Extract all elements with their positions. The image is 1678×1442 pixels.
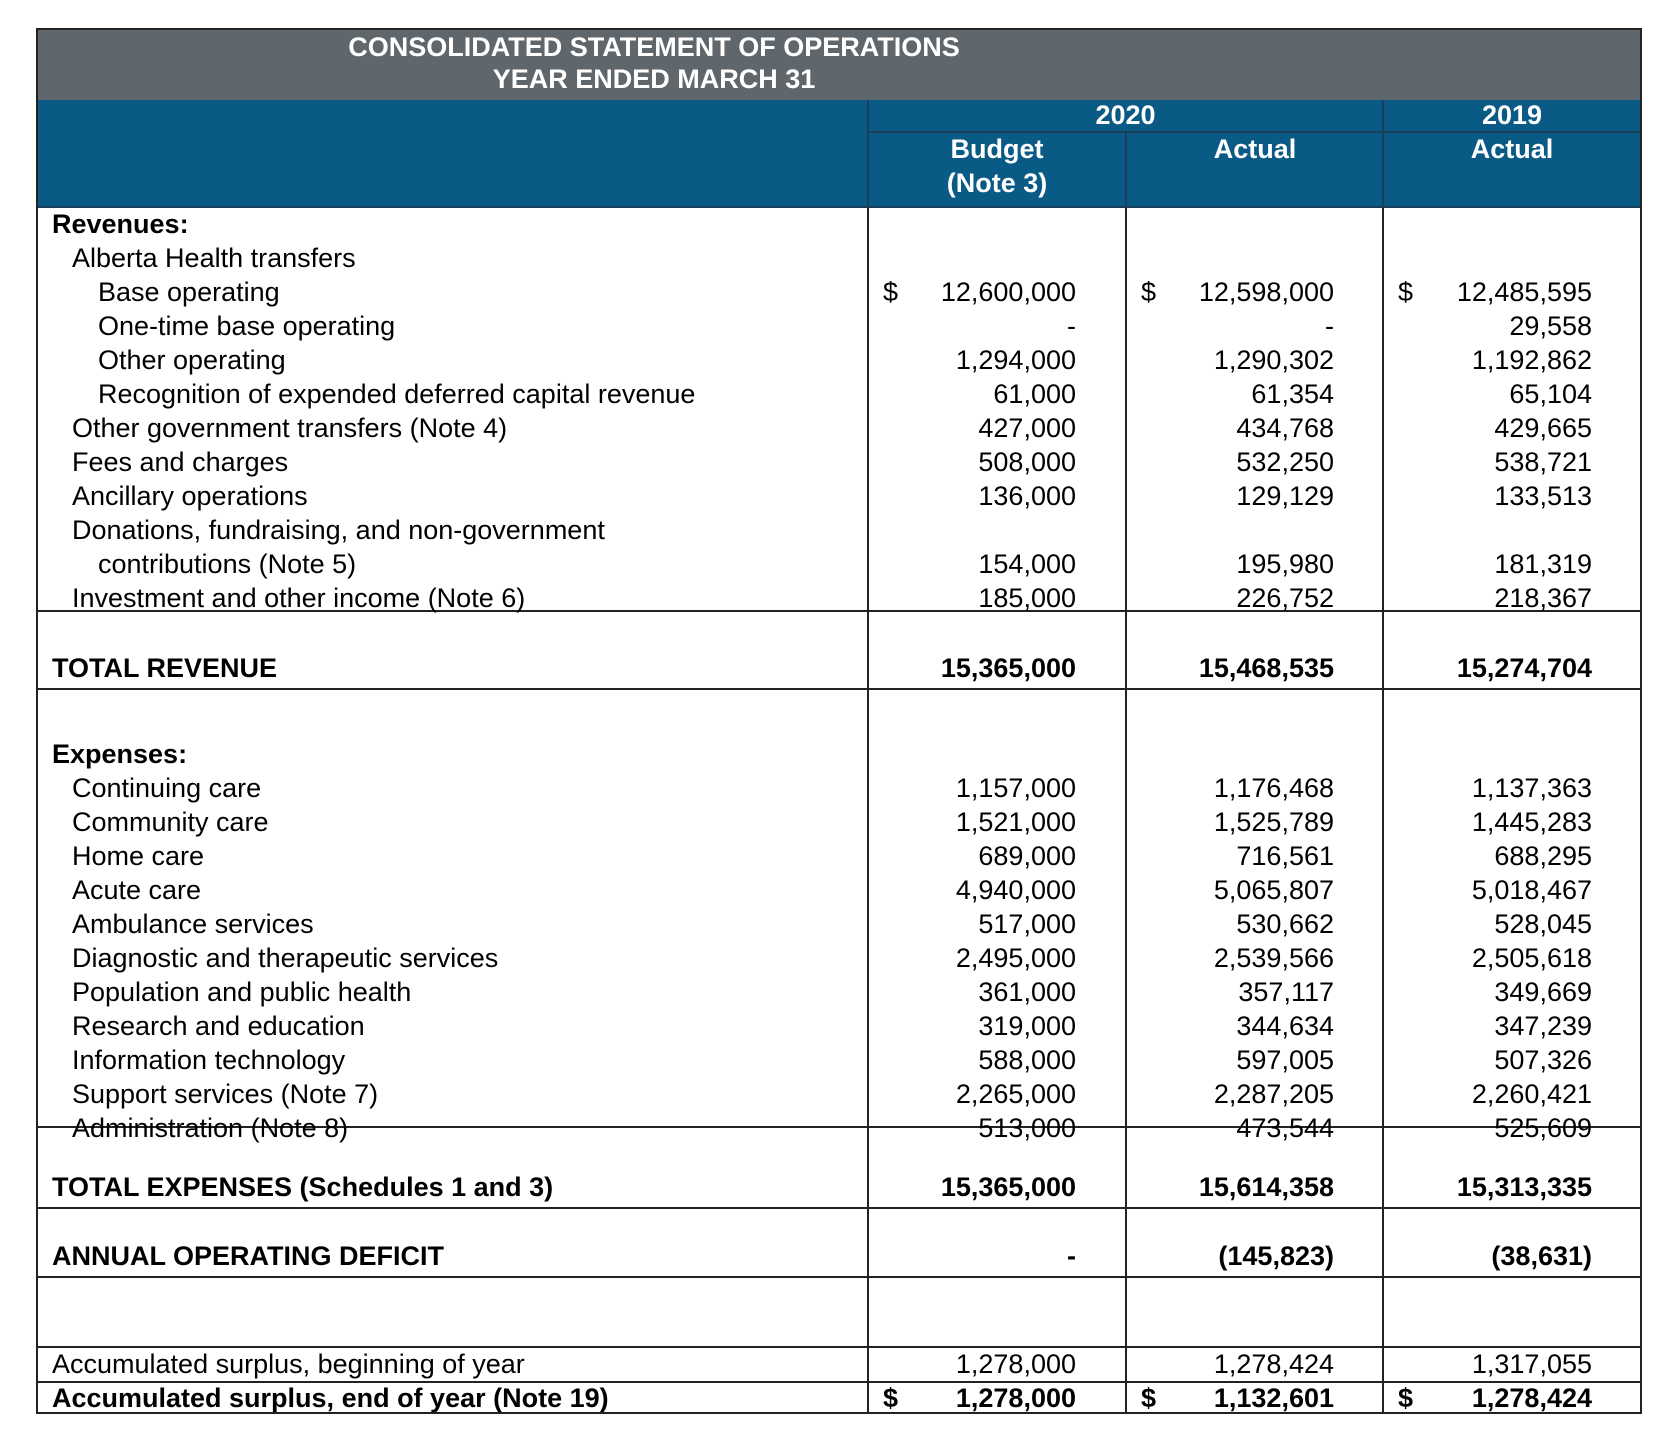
annual-deficit-actual-2020: (145,823)	[1218, 1241, 1334, 1271]
expense-actual-2019-value: 528,045	[1494, 909, 1592, 939]
currency-symbol: $	[1398, 1383, 1414, 1413]
revenue-actual-2019-value: 65,104	[1509, 379, 1592, 409]
expense-actual-2019-value: 507,326	[1494, 1045, 1592, 1075]
total-revenue-actual-2020: 15,468,535	[1198, 653, 1334, 683]
row-separator	[38, 688, 1640, 690]
expense-budget-value: 4,940,000	[955, 875, 1076, 905]
expense-actual-2020-value: 344,634	[1236, 1011, 1334, 1041]
revenue-budget-value: 427,000	[978, 413, 1076, 443]
revenue-row-label: Fees and charges	[72, 447, 289, 477]
year-2020-header: 2020	[1095, 100, 1156, 130]
currency-symbol: $	[883, 277, 899, 307]
expense-row-label: Acute care	[72, 875, 202, 905]
expense-budget-value: 361,000	[978, 977, 1076, 1007]
revenue-actual-2020-value: 12,598,000	[1198, 277, 1334, 307]
total-revenue-actual-2019: 15,274,704	[1456, 653, 1592, 683]
annual-deficit-label: ANNUAL OPERATING DEFICIT	[52, 1241, 445, 1271]
revenue-row-label: Other operating	[98, 345, 286, 375]
expense-budget-value: 1,521,000	[955, 807, 1076, 837]
accumulated-begin-label: Accumulated surplus, beginning of year	[52, 1349, 525, 1379]
expense-actual-2019-value: 2,260,421	[1471, 1079, 1592, 1109]
total-expenses-budget: 15,365,000	[940, 1172, 1076, 1202]
revenue-row-label-continued: contributions (Note 5)	[98, 549, 357, 579]
accumulated-begin-actual-2020: 1,278,424	[1213, 1349, 1334, 1379]
expense-row-label: Community care	[72, 807, 269, 837]
revenue-actual-2020-value: 129,129	[1236, 481, 1334, 511]
revenue-actual-2019-value: 133,513	[1494, 481, 1592, 511]
expense-actual-2020-value: 1,176,468	[1213, 773, 1334, 803]
expense-actual-2019-value: 349,669	[1494, 977, 1592, 1007]
column-header-band	[38, 100, 1640, 206]
accumulated-begin-budget: 1,278,000	[955, 1349, 1076, 1379]
expense-row-label: Research and education	[72, 1011, 365, 1041]
budget-header: Budget	[950, 134, 1044, 164]
statement-subtitle: YEAR ENDED MARCH 31	[492, 64, 816, 94]
revenue-row-label: Other government transfers (Note 4)	[72, 413, 508, 443]
expense-budget-value: 588,000	[978, 1045, 1076, 1075]
expense-actual-2020-value: 357,117	[1238, 977, 1334, 1007]
total-expenses-actual-2019: 15,313,335	[1456, 1172, 1592, 1202]
revenue-actual-2020-value: 226,752	[1236, 583, 1334, 613]
expense-row-label: Information technology	[72, 1045, 346, 1075]
alberta-health-heading: Alberta Health transfers	[72, 243, 356, 273]
column-divider	[1382, 208, 1384, 1414]
revenue-actual-2020-value: 195,980	[1236, 549, 1334, 579]
expense-row-label: Ambulance services	[72, 909, 314, 939]
revenue-row-label: Base operating	[98, 277, 280, 307]
revenues-heading: Revenues:	[52, 209, 189, 239]
currency-symbol: $	[1141, 1383, 1157, 1413]
revenue-row-label: Investment and other income (Note 6)	[72, 583, 526, 613]
expense-actual-2020-value: 2,539,566	[1213, 943, 1334, 973]
revenue-actual-2019-value: 218,367	[1494, 583, 1592, 613]
expense-budget-value: 2,495,000	[955, 943, 1076, 973]
expense-actual-2019-value: 525,609	[1494, 1113, 1592, 1143]
expense-actual-2020-value: 716,561	[1236, 841, 1334, 871]
expense-budget-value: 319,000	[978, 1011, 1076, 1041]
expense-actual-2019-value: 2,505,618	[1471, 943, 1592, 973]
currency-symbol: $	[1398, 277, 1414, 307]
expenses-heading: Expenses:	[52, 739, 188, 769]
expense-actual-2019-value: 5,018,467	[1471, 875, 1592, 905]
expense-actual-2019-value: 1,445,283	[1471, 807, 1592, 837]
revenue-actual-2020-value: -	[1325, 311, 1334, 341]
total-revenue-budget: 15,365,000	[940, 653, 1076, 683]
expense-row-label: Home care	[72, 841, 205, 871]
expense-actual-2020-value: 473,544	[1236, 1113, 1334, 1143]
revenue-budget-value: -	[1067, 311, 1076, 341]
annual-deficit-actual-2019: (38,631)	[1491, 1241, 1592, 1271]
revenue-budget-value: 12,600,000	[940, 277, 1076, 307]
header-divider	[1382, 100, 1384, 206]
revenue-actual-2020-value: 532,250	[1236, 447, 1334, 477]
expense-actual-2020-value: 530,662	[1236, 909, 1334, 939]
revenue-row-label: Recognition of expended deferred capital revenue	[98, 379, 696, 409]
expense-actual-2020-value: 2,287,205	[1213, 1079, 1334, 1109]
revenue-actual-2019-value: 181,319	[1494, 549, 1592, 579]
total-expenses-label: TOTAL EXPENSES (Schedules 1 and 3)	[52, 1172, 554, 1202]
row-separator	[38, 1207, 1640, 1209]
total-expenses-actual-2020: 15,614,358	[1198, 1172, 1334, 1202]
revenue-actual-2019-value: 538,721	[1494, 447, 1592, 477]
revenue-row-label: Donations, fundraising, and non-government	[72, 515, 605, 545]
expense-budget-value: 2,265,000	[955, 1079, 1076, 1109]
accumulated-end-budget: 1,278,000	[955, 1383, 1076, 1413]
expense-row-label: Administration (Note 8)	[72, 1113, 349, 1143]
accumulated-begin-actual-2019: 1,317,055	[1471, 1349, 1592, 1379]
revenue-actual-2019-value: 1,192,862	[1471, 345, 1592, 375]
expense-budget-value: 517,000	[978, 909, 1076, 939]
column-divider	[1125, 208, 1127, 1414]
column-divider	[867, 208, 869, 1414]
accumulated-end-label: Accumulated surplus, end of year (Note 19)	[52, 1383, 609, 1413]
expense-row-label: Population and public health	[72, 977, 412, 1007]
revenue-budget-value: 1,294,000	[955, 345, 1076, 375]
row-separator	[38, 1276, 1640, 1278]
financial-statement-table	[36, 28, 1642, 1414]
expense-row-label: Continuing care	[72, 773, 262, 803]
revenue-actual-2020-value: 61,354	[1251, 379, 1334, 409]
header-divider	[1125, 132, 1127, 206]
expense-actual-2020-value: 5,065,807	[1213, 875, 1334, 905]
annual-deficit-budget: -	[1067, 1241, 1076, 1271]
revenue-budget-value: 185,000	[978, 583, 1076, 613]
revenue-actual-2020-value: 434,768	[1236, 413, 1334, 443]
budget-note-header: (Note 3)	[946, 168, 1048, 198]
revenue-actual-2019-value: 12,485,595	[1456, 277, 1592, 307]
revenue-budget-value: 154,000	[978, 549, 1076, 579]
revenue-budget-value: 136,000	[978, 481, 1076, 511]
revenue-row-label: One-time base operating	[98, 311, 396, 341]
actual-2020-header: Actual	[1213, 134, 1297, 164]
statement-title-band	[38, 30, 1640, 102]
expense-budget-value: 513,000	[978, 1113, 1076, 1143]
header-divider	[867, 100, 869, 206]
revenue-actual-2019-value: 429,665	[1494, 413, 1592, 443]
expense-actual-2019-value: 1,137,363	[1471, 773, 1592, 803]
expense-actual-2020-value: 597,005	[1236, 1045, 1334, 1075]
expense-row-label: Support services (Note 7)	[72, 1079, 379, 1109]
revenue-budget-value: 508,000	[978, 447, 1076, 477]
header-divider	[38, 206, 1640, 208]
expense-row-label: Diagnostic and therapeutic services	[72, 943, 499, 973]
revenue-budget-value: 61,000	[993, 379, 1076, 409]
expense-actual-2019-value: 688,295	[1494, 841, 1592, 871]
revenue-actual-2020-value: 1,290,302	[1213, 345, 1334, 375]
year-2019-header: 2019	[1481, 100, 1543, 130]
currency-symbol: $	[1141, 277, 1157, 307]
currency-symbol: $	[883, 1383, 899, 1413]
statement-title: CONSOLIDATED STATEMENT OF OPERATIONS	[348, 32, 960, 62]
expense-actual-2020-value: 1,525,789	[1213, 807, 1334, 837]
expense-actual-2019-value: 347,239	[1494, 1011, 1592, 1041]
expense-budget-value: 689,000	[978, 841, 1076, 871]
total-revenue-label: TOTAL REVENUE	[52, 653, 278, 683]
header-divider	[869, 131, 1640, 133]
revenue-actual-2019-value: 29,558	[1509, 311, 1592, 341]
actual-2019-header: Actual	[1470, 134, 1554, 164]
expense-budget-value: 1,157,000	[955, 773, 1076, 803]
accumulated-end-actual-2020: 1,132,601	[1213, 1383, 1334, 1413]
accumulated-end-actual-2019: 1,278,424	[1471, 1383, 1592, 1413]
revenue-row-label: Ancillary operations	[72, 481, 308, 511]
